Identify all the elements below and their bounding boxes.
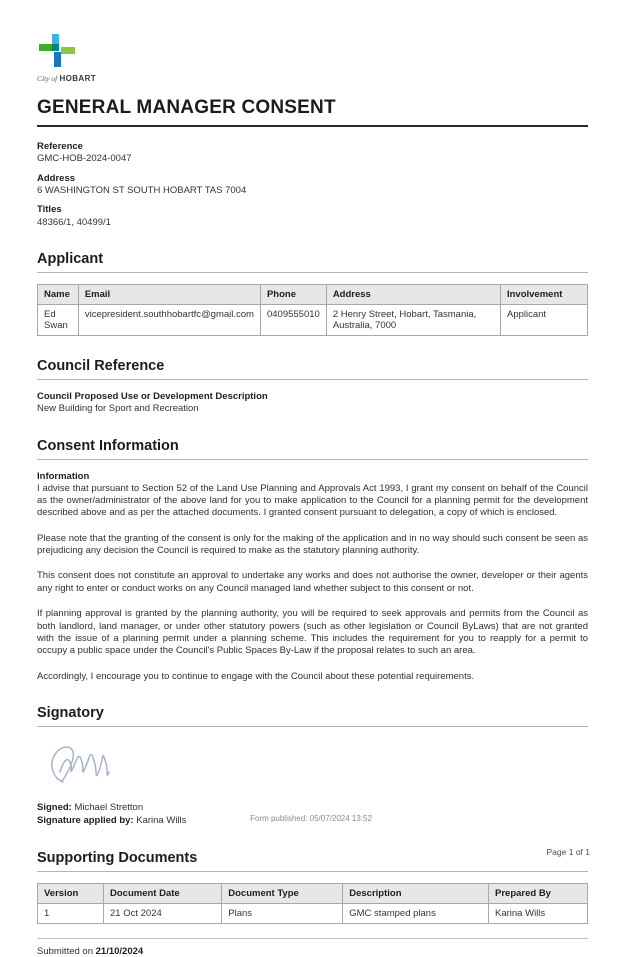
brand-block xyxy=(37,34,588,83)
consent-paragraph: Accordingly, I encourage you to continue to engage with the Council about these potential requirements. xyxy=(37,670,475,682)
council-reference-heading: Council Reference xyxy=(37,358,588,380)
document-type-cell: Plans xyxy=(222,903,343,923)
signed-label: Signed: xyxy=(37,801,72,813)
consent-paragraph: This consent does not constitute an approval to undertake any works and does not authorise the owner, developer or their agents any right to enter or conduct works on any Council managed land whether subject to this consent or not. xyxy=(37,570,588,594)
applicant-name-cell: Ed Swan xyxy=(38,305,79,336)
column-header: Prepared By xyxy=(489,883,588,903)
signature-applied-value: Karina Wills xyxy=(136,814,187,826)
column-header: Email xyxy=(78,285,260,305)
applicant-email-cell: vicepresident.southhobartfc@gmail.com xyxy=(78,305,260,336)
signature-applied-label: Signature applied by: xyxy=(37,814,134,826)
supporting-documents-heading: Supporting Documents xyxy=(37,850,588,872)
council-proposed-use-field xyxy=(37,391,588,416)
consent-paragraph: I advise that pursuant to Section 52 of the Land Use Planning and Approvals Act 1993, I grant my consent on behalf of the Council as the owner/administrator of the above land for you to make application to the Council for a planning permit for the development described above and as per the attached documents. I granted consent pursuant to delegation, a copy of which is enclosed. xyxy=(37,482,588,519)
document-date-cell: 21 Oct 2024 xyxy=(104,903,222,923)
council-proposed-use-value: New Building for Sport and Recreation xyxy=(37,403,199,415)
titles-value: 48366/1, 40499/1 xyxy=(37,216,111,228)
logo-caption xyxy=(37,74,588,83)
column-header: Involvement xyxy=(500,285,587,305)
reference-value: GMC-HOB-2024-0047 xyxy=(37,153,132,165)
signed-value: Michael Stretton xyxy=(74,801,144,813)
column-header: Version xyxy=(38,883,104,903)
signature-image xyxy=(47,738,588,798)
consent-paragraph: If planning approval is granted by the planning authority, you will be required to seek approvals and permits from the Council as both landlord, land manager, or under other statutory powers (such as other legislation or Council ByLaws) that are not granted with the issue of a planning permit under a planning scheme. This includes the requirement for you to reapply for a permit to occupy a public space under the Council's Public Spaces By-Law if the proposal relates to such an area. xyxy=(37,608,588,657)
applicant-phone-cell: 0409555010 xyxy=(260,305,326,336)
supporting-documents-header-row xyxy=(38,883,588,903)
council-proposed-use-label: Council Proposed Use or Development Description xyxy=(37,391,268,403)
address-value: 6 WASHINGTON ST SOUTH HOBART TAS 7004 xyxy=(37,185,247,197)
column-header: Address xyxy=(326,285,500,305)
document-version-cell: 1 xyxy=(38,903,104,923)
information-label: Information xyxy=(37,470,90,482)
divider xyxy=(37,938,588,939)
titles-field xyxy=(37,204,588,229)
submitted-line xyxy=(37,946,588,957)
logo-caption-name: HOBART xyxy=(59,74,97,83)
signature-scribble-icon xyxy=(47,738,119,796)
address-label: Address xyxy=(37,172,76,184)
applicant-involvement-cell: Applicant xyxy=(500,305,587,336)
applicant-table xyxy=(37,284,588,336)
reference-field xyxy=(37,141,588,166)
column-header: Name xyxy=(38,285,79,305)
column-header: Description xyxy=(343,883,489,903)
page-title: GENERAL MANAGER CONSENT xyxy=(37,97,588,127)
table-row xyxy=(38,903,588,923)
applicant-table-header-row xyxy=(38,285,588,305)
column-header: Document Date xyxy=(104,883,222,903)
document-prepared-by-cell: Karina Wills xyxy=(489,903,588,923)
signatory-heading: Signatory xyxy=(37,705,588,727)
document-description-cell: GMC stamped plans xyxy=(343,903,489,923)
submitted-date: 21/10/2024 xyxy=(95,945,144,957)
applicant-heading: Applicant xyxy=(37,251,588,273)
consent-paragraph: Please note that the granting of the consent is only for the making of the application and in no way should such consent be seen as prejudicing any decision the Council is required to make as the statutory planning authority. xyxy=(37,532,588,557)
signed-line xyxy=(37,802,588,815)
submitted-label: Submitted on xyxy=(37,945,93,957)
address-field xyxy=(37,173,588,198)
form-published-note: Form published: 05/07/2024 13:52 xyxy=(250,814,372,823)
city-of-hobart-logo-icon xyxy=(37,34,77,67)
supporting-documents-table xyxy=(37,883,588,924)
reference-label: Reference xyxy=(37,141,83,152)
consent-information-heading: Consent Information xyxy=(37,438,588,460)
column-header: Phone xyxy=(260,285,326,305)
page-number: Page 1 of 1 xyxy=(546,847,590,857)
applicant-address-cell: 2 Henry Street, Hobart, Tasmania, Australia, 7000 xyxy=(326,305,500,336)
column-header: Document Type xyxy=(222,883,343,903)
titles-label: Titles xyxy=(37,204,62,216)
table-row xyxy=(38,305,588,336)
logo-caption-prefix: City of xyxy=(37,74,58,83)
